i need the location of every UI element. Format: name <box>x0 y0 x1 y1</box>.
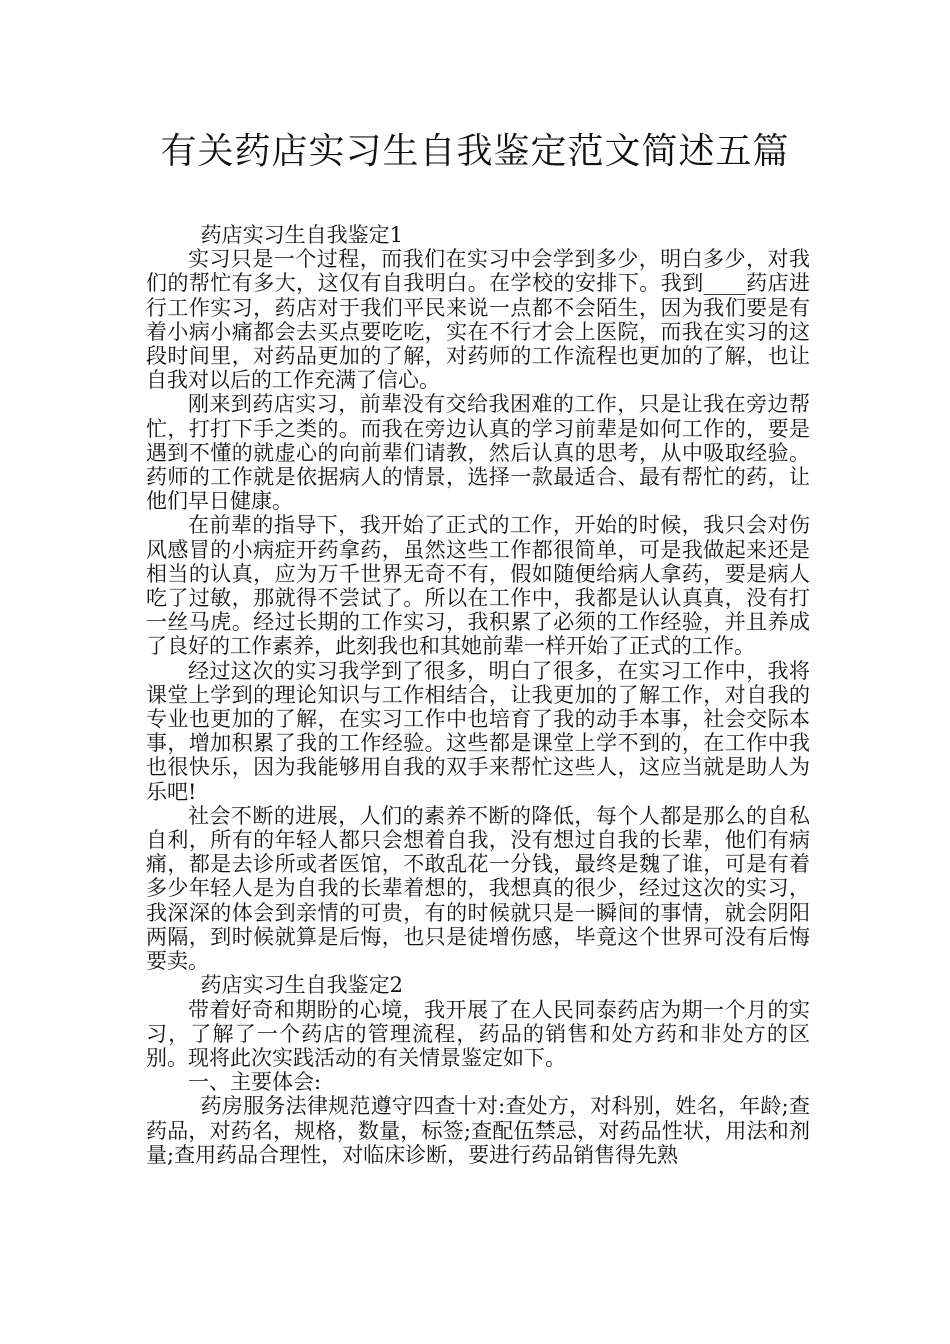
subsection-heading: 一、主要体会: <box>188 1070 322 1095</box>
document-body <box>146 223 810 1167</box>
paragraph: 带着好奇和期盼的心境，我开展了在人民同泰药店为期一个月的实习，了解了一个药店的管理流程，药品的销售和处方药和非处方的区别。现将此次实践活动的有关情景鉴定如下。 <box>146 997 810 1070</box>
document-title: 有关药店实习生自我鉴定范文简述五篇 <box>160 131 790 172</box>
section-heading: 药店实习生自我鉴定1 <box>200 223 403 247</box>
paragraph: 刚来到药店实习，前辈没有交给我困难的工作，只是让我在旁边帮忙，打打下手之类的。而我在旁边认真的学习前辈是如何工作的，要是遇到不懂的就虚心的向前辈们请教，然后认真的思考，从中吸取经验。药师的工作就是依据病人的情景，选择一款最适合、最有帮忙的药，让他们早日健康。 <box>146 392 810 514</box>
section-heading: 药店实习生自我鉴定2 <box>200 973 403 998</box>
paragraph: 实习只是一个过程，而我们在实习中会学到多少，明白多少，对我们的帮忙有多大，这仅有自我明白。在学校的安排下。我到____药店进行工作实习，药店对于我们平民来说一点都不会陌生，因为我们要是有着小病小痛都会去买点要吃吃，实在不行才会上医院，而我在实习的这段时间里，对药品更加的了解，对药师的工作流程也更加的了解，也让自我对以后的工作充满了信心。 <box>146 247 810 393</box>
paragraph: 经过这次的实习我学到了很多，明白了很多，在实习工作中，我将课堂上学到的理论知识与工作相结合，让我更加的了解工作，对自我的专业也更加的了解，在实习工作中也培育了我的动手本事，社会交际本事，增加积累了我的工作经验。这些都是课堂上学不到的，在工作中我也很快乐，因为我能够用自我的双手来帮忙这些人，这应当就是助人为乐吧! <box>146 658 810 804</box>
paragraph: 药房服务法律规范遵守四查十对:查处方，对科别，姓名，年龄;查药品，对药名，规格，数量，标签;查配伍禁忌，对药品性状，用法和剂量;查用药品合理性，对临床诊断，要进行药品销售得先熟 <box>146 1094 810 1167</box>
paragraph: 社会不断的进展，人们的素养不断的降低，每个人都是那么的自私自利，所有的年轻人都只会想着自我，没有想过自我的长辈，他们有病痛，都是去诊所或者医馆，不敢乱花一分钱，最终是魏了谁，可是有着多少年轻人是为自我的长辈着想的，我想真的很少，经过这次的实习，我深深的体会到亲情的可贵，有的时候就只是一瞬间的事情，就会阴阳两隔，到时候就算是后悔，也只是徒增伤感，毕竟这个世界可没有后悔要卖。 <box>146 803 810 974</box>
paragraph: 在前辈的指导下，我开始了正式的工作，开始的时候，我只会对伤风感冒的小病症开药拿药，虽然这些工作都很简单，可是我做起来还是相当的认真，应为万千世界无奇不有，假如随便给病人拿药，要是病人吃了过敏，那就得不尝试了。所以在工作中，我都是认认真真，没有打一丝马虎。经过长期的工作实习，我积累了必须的工作经验，并且养成了良好的工作素养，此刻我也和其她前辈一样开始了正式的工作。 <box>146 513 810 659</box>
